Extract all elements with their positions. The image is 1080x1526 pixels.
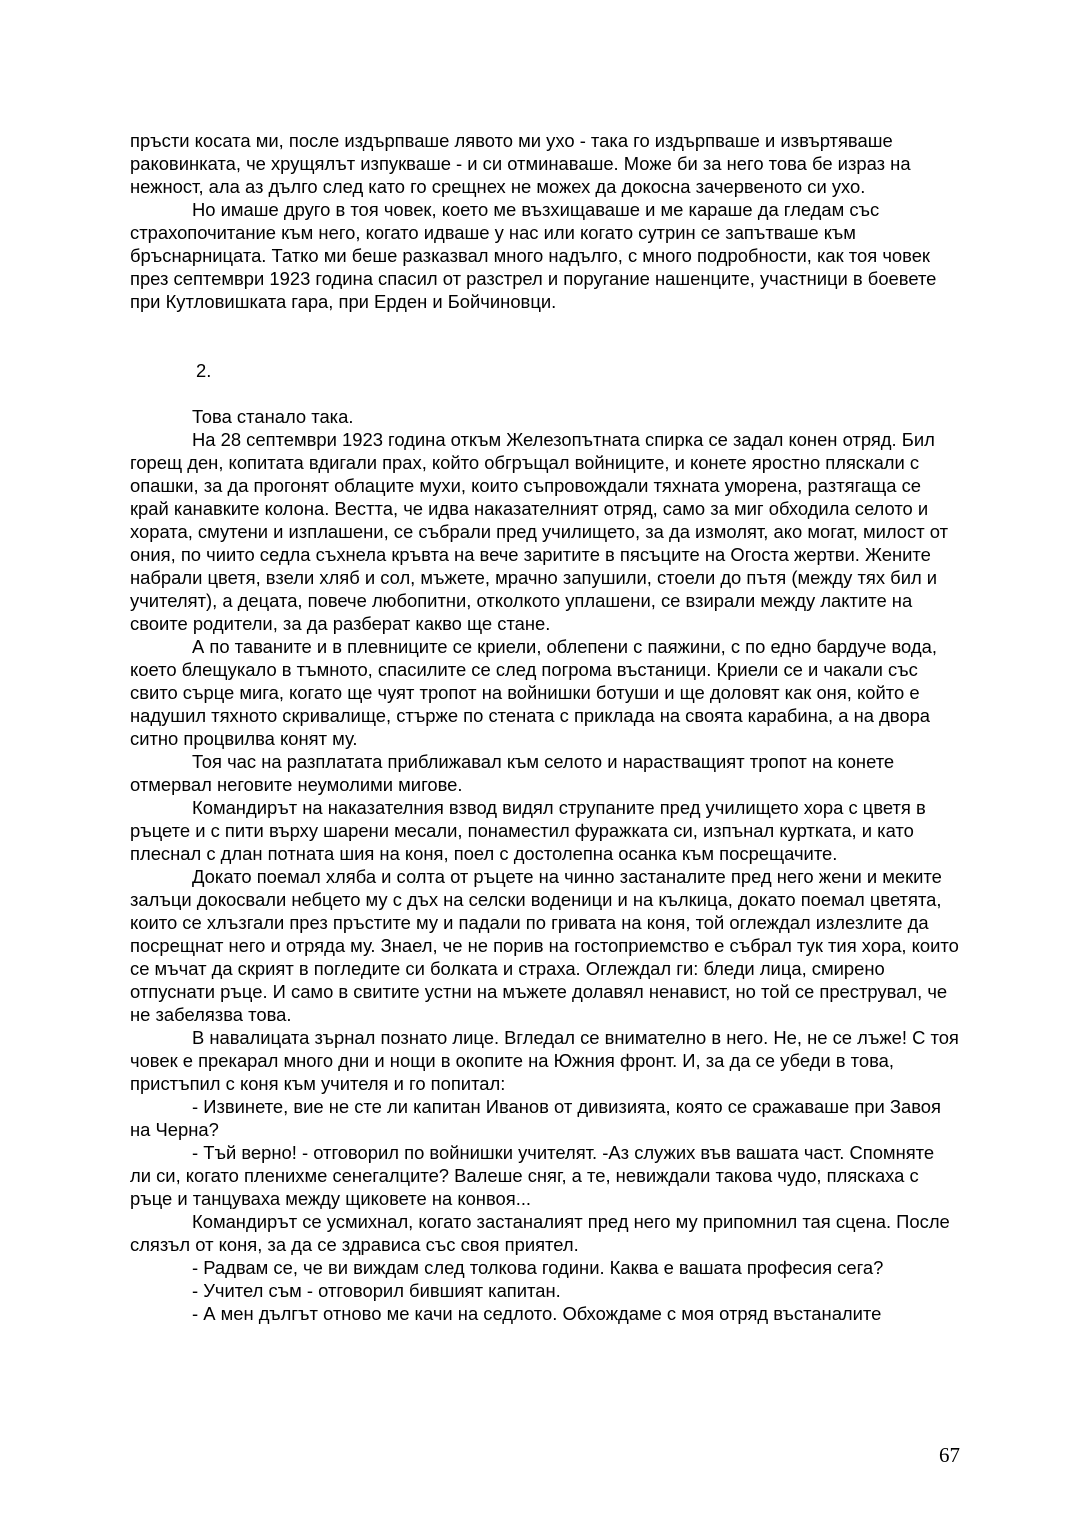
dialogue-line: - Учител съм - отговорил бившият капитан. — [192, 1280, 561, 1301]
paragraph: Това станало така. — [192, 406, 354, 427]
dialogue-line: - А мен дългът отново ме качи на седлото. Обхождаме с моя отряд въстаналите — [192, 1303, 882, 1324]
dialogue-line: - Тъй верно! - отговорил по войнишки учителят. -Аз служих във вашата част. Спомняте ли си, когато пленихме сенегалците? Валеше сняг, а те, невиждали такова чудо, пляскаха с ръце и танцуваха между щиковете на конвоя... — [130, 1142, 935, 1209]
dialogue-line: - Извинете, вие не сте ли капитан Иванов от дивизията, която се сражаваше при Завоя на Черна? — [130, 1096, 941, 1140]
paragraph: В навалицата зърнал познато лице. Вгледал се внимателно в него. Не, не се лъже! С тоя човек е прекарал много дни и нощи в окопите на Южния фронт. И, за да се убеди в това, пристъпил с коня към учителя и го попитал: — [130, 1027, 959, 1094]
paragraph: Тоя час на разплатата приближавал към селото и нарастващият тропот на конете отмервал неговите неумолими мигове. — [130, 751, 895, 795]
paragraph: Докато поемал хляба и солта от ръцете на чинно застаналите пред него жени и меките залъци докосвали небцето му с дъх на селски воденици и на кълкица, докато поемал цветята, които се хлъзгали през пръстите му и падали по гривата на коня, той оглеждал излезлите да посрещнат него и отряда му. Знаел, че не порив на гостоприемство е събрал тук тия хора, които се мъчат да скрият в погледите си болката и страха. Оглеждал ги: бледи лица, смирено отпуснати ръце. И само в свитите устни на мъжете долавял ненавист, но той се преструвал, че не забелязва това. — [130, 866, 959, 1025]
paragraph: Командирът на наказателния взвод видял струпаните пред училището хора с цветя в ръцете и с пити върху шарени месали, понаместил фуражката си, изпънал куртката, и като плеснал с длан потната шия на коня, поел с достолепна осанка към посрещачите. — [130, 797, 926, 864]
dialogue-line: - Радвам се, че ви виждам след толкова години. Каква е вашата професия сега? — [192, 1257, 884, 1278]
paragraph: Командирът се усмихнал, когато застаналият пред него му припомнил тая сцена. После слязъл от коня, за да се здрависа със своя приятел. — [130, 1211, 950, 1255]
paragraph: пръсти косата ми, после издърпваше лявото ми ухо - така го издърпваше и извъртяваше раковинката, че хрущялът изпукваше - и си отминаваше. Може би за него това бе израз на нежност, ала аз дълго след като го срещнех не можех да докосна зачервеното си ухо. — [130, 130, 911, 197]
paragraph: А по таваните и в плевниците се криели, облепени с паяжини, с по едно бардуче вода, което блещукало в тъмното, спасилите се след погрома въстаници. Криели се и чакали със свито сърце мига, когато ще чуят тропот на войнишки ботуши и ще доловят как оня, който е надушил тяхното скривалище, стърже по стената с приклада на своята карабина, а на двора ситно процвилва конят му. — [130, 636, 937, 749]
paragraph: На 28 септември 1923 година откъм Железопътната спирка се задал конен отряд. Бил горещ ден, копитата вдигали прах, който обгръщал войниците, и конете яростно пляскали с опашки, за да прогонят облаците мухи, които съпровождали тяхната уморена, разтягаща се край канавките колона. Вестта, че идва наказателният отряд, само за миг обходила селото и хората, смутени и изплашени, се събрали пред училището, за да измолят, ако могат, милост от ония, по чиито седла съхнела кръвта на вече заритите в пясъците на Огоста жертви. Жените набрали цветя, взели хляб и сол, мъжете, мрачно запушили, стоели до пътя (между тях бил и учителят), а децата, повече любопитни, отколкото уплашени, се взирали между лактите на своите родители, за да разберат какво ще стане. — [130, 429, 949, 634]
page-number: 67 — [939, 1443, 960, 1467]
paragraph: Но имаше друго в тоя човек, което ме възхищаваше и ме караше да гледам със страхопочитание към него, когато идваше у нас или когато сутрин се запътваше към бръснарницата. Татко ми беше разказвал много надълго, с много подробности, как тоя човек през септември 1923 година спасил от разстрел и поругание нашенците, участници в боевете при Кутловишката гара, при Ерден и Бойчиновци. — [130, 199, 937, 312]
body-text — [130, 129, 960, 1325]
section-number: 2. — [196, 360, 212, 381]
